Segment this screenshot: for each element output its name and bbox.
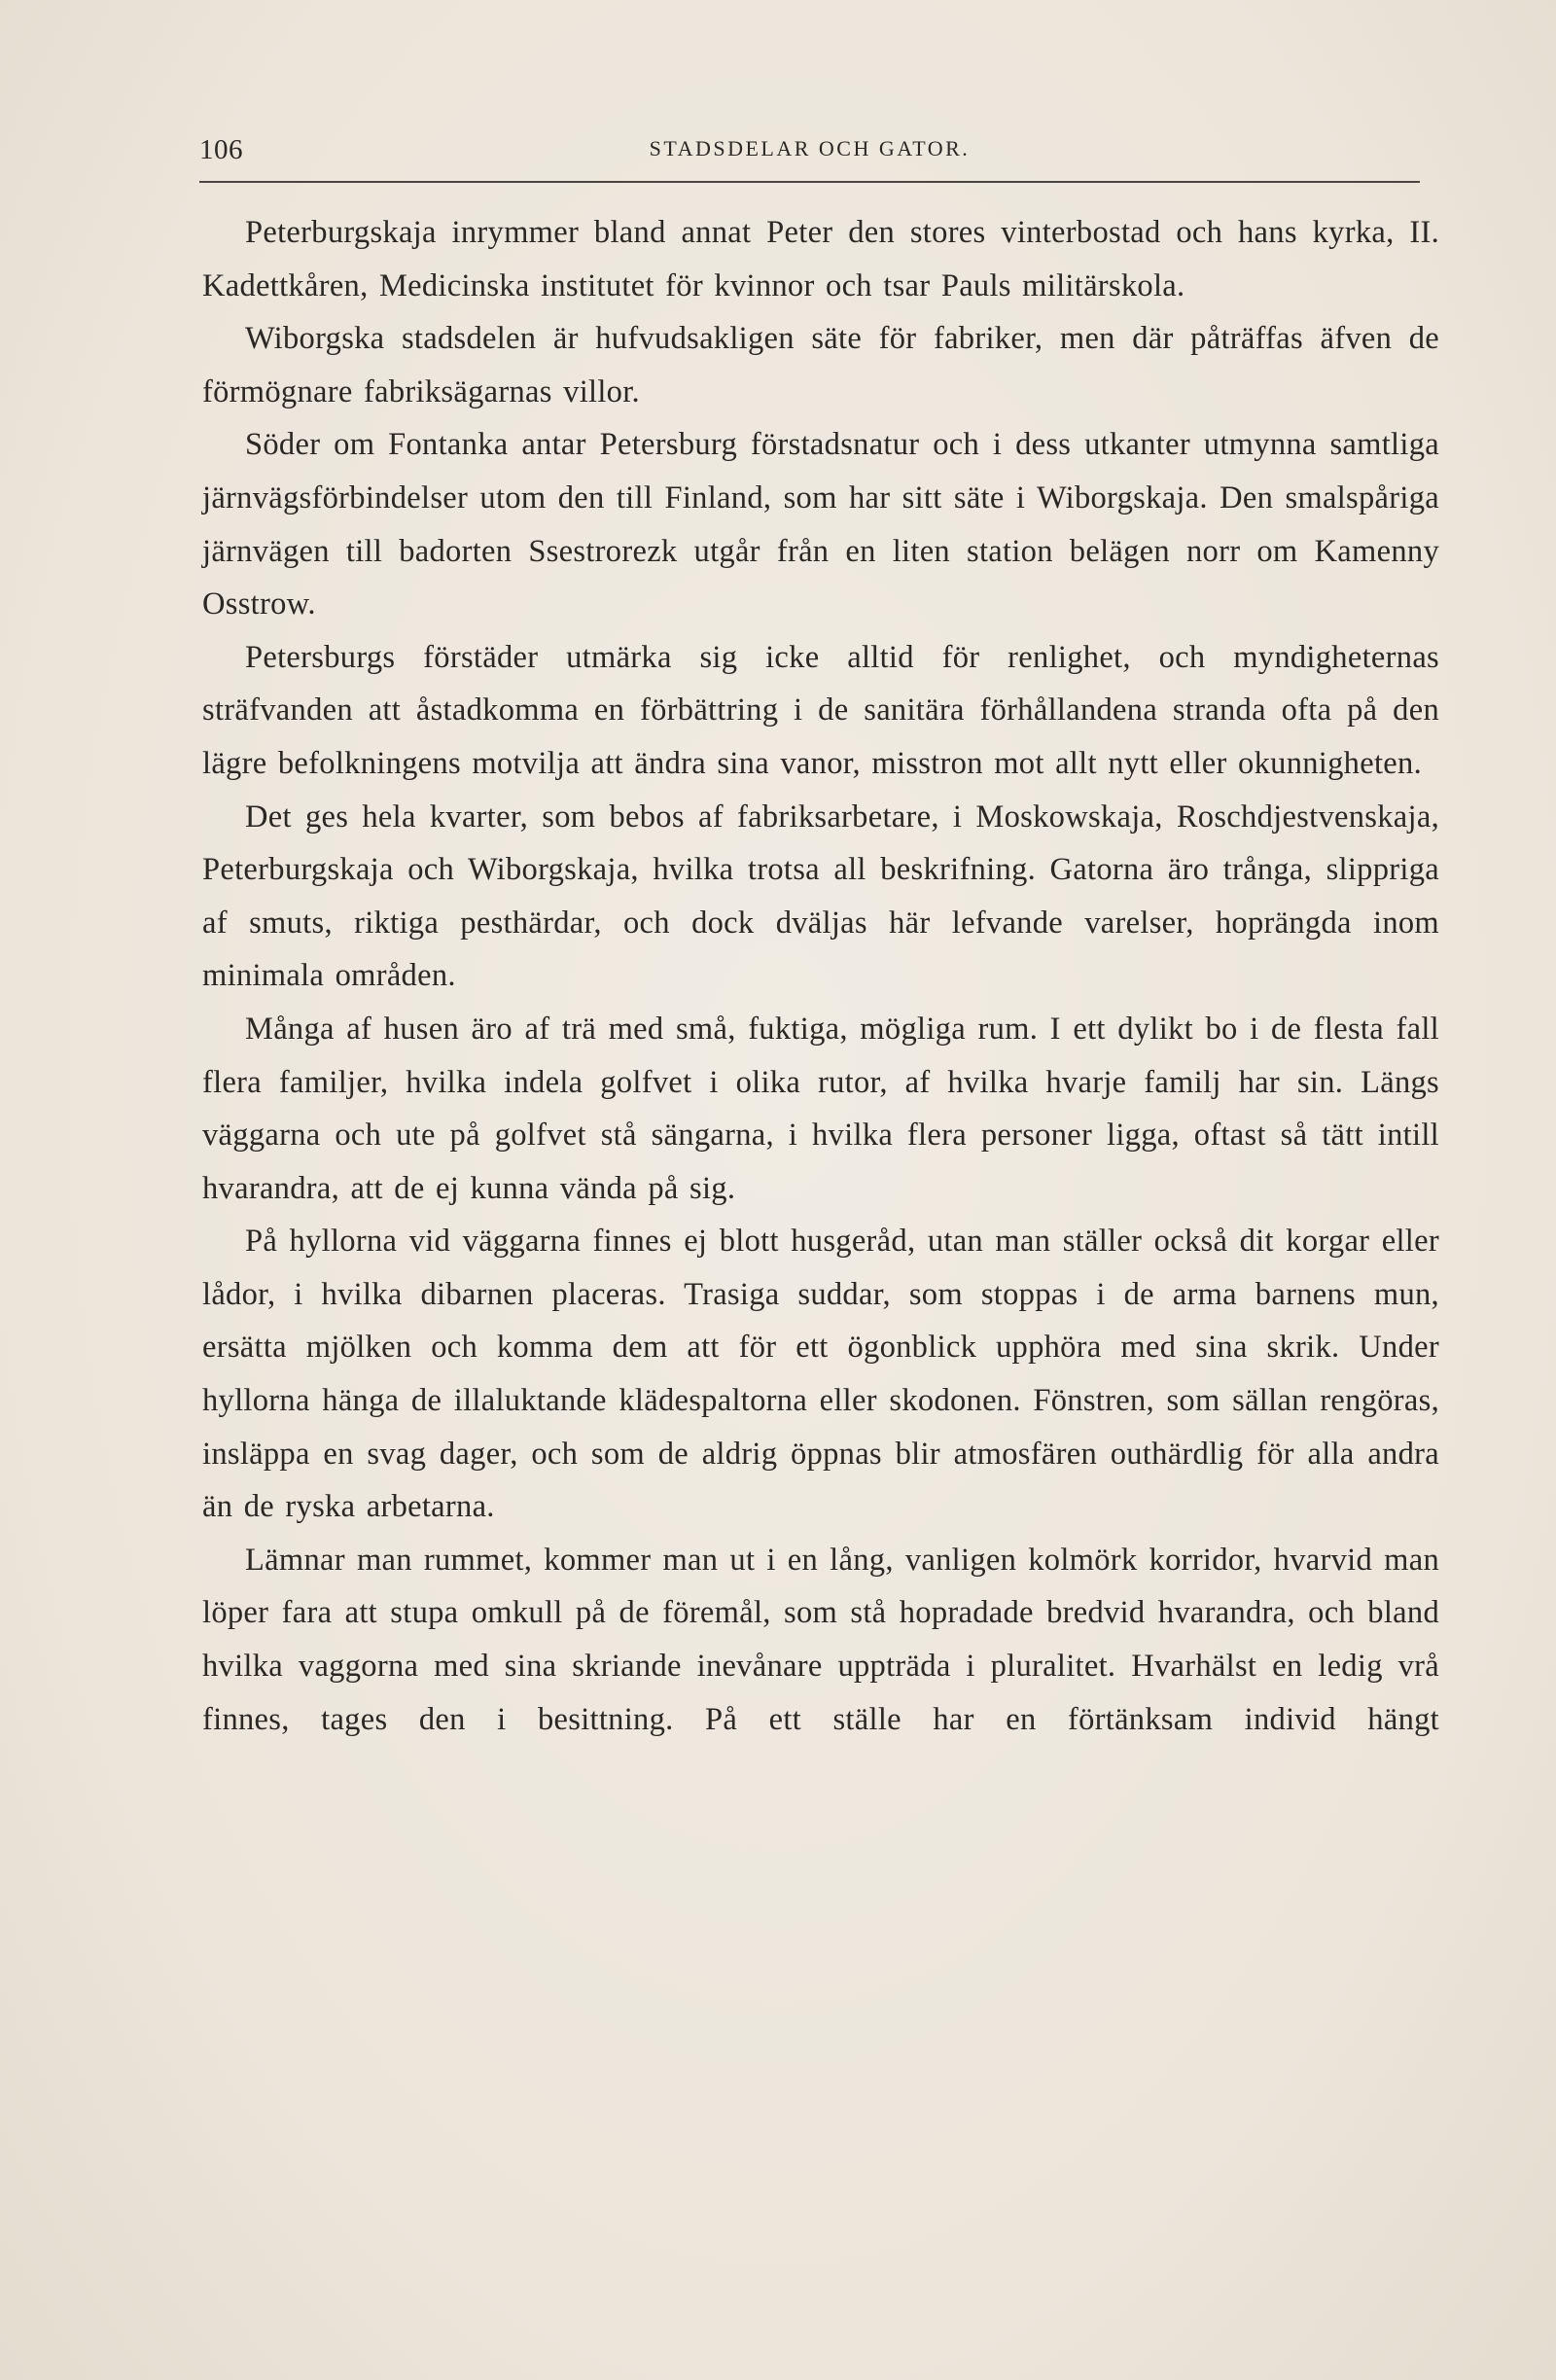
paragraph: Söder om Fontanka antar Petersburg förstadsnatur och i dess utkanter utmynna samtliga järnvägsförbindelser utom den till Finland, som har sitt säte i Wiborgskaja. Den smalspåriga järnvägen till badorten Ssestrorezk utgår från en liten station belägen norr om Kamenny Osstrow. bbox=[202, 427, 1439, 622]
page-number: 106 bbox=[199, 134, 243, 165]
header-rule bbox=[199, 181, 1420, 183]
paragraph: Det ges hela kvarter, som bebos af fabriksarbetare, i Moskowskaja, Roschdjestvenskaja, Peterburgskaja och Wiborgskaja, hvilka trotsa all beskrifning. Gatorna äro trånga, slippriga af smuts, riktiga pesthärdar, och dock dväljas här lefvande varelser, hoprängda inom minimala områden. bbox=[202, 799, 1439, 994]
running-head: STADSDELAR OCH GATOR. bbox=[649, 136, 971, 160]
paragraph: Petersburgs förstäder utmärka sig icke alltid för renlighet, och myndigheternas sträfvanden att åstadkomma en förbättring i de sanitära förhållandena stranda ofta på den lägre befolkningens motvilja att ändra sina vanor, misstron mot allt nytt eller okunnigheten. bbox=[202, 639, 1439, 781]
paragraph: På hyllorna vid väggarna finnes ej blott husgeråd, utan man ställer också dit korgar eller lådor, i hvilka dibarnen placeras. Trasiga suddar, som stoppas i de arma barnens mun, ersätta mjölken och komma dem att för ett ögonblick upphöra med sina skrik. Under hyllorna hänga de illaluktande klädespaltorna eller skodonen. Fönstren, som sällan rengöras, insläppa en svag dager, och som de aldrig öppnas blir atmosfären outhärdlig för alla andra än de ryska arbetarna. bbox=[202, 1224, 1439, 1525]
body-text bbox=[202, 206, 1439, 1746]
page-header bbox=[199, 134, 1420, 173]
paragraph: Lämnar man rummet, kommer man ut i en lång, vanligen kolmörk korridor, hvarvid man löper fara att stupa omkull på de föremål, som stå hopradade bredvid hvarandra, och bland hvilka vaggorna med sina skriande inevånare uppträda i pluralitet. Hvarhälst en ledig vrå finnes, tages den i besittning. På ett ställe har en förtänksam individ hängt bbox=[202, 1542, 1439, 1737]
paragraph: Många af husen äro af trä med små, fuktiga, mögliga rum. I ett dylikt bo i de flesta fall flera familjer, hvilka indela golfvet i olika rutor, af hvilka hvarje familj har sin. Längs väggarna och ute på golfvet stå sängarna, i hvilka flera personer ligga, oftast så tätt intill hvarandra, att de ej kunna vända på sig. bbox=[202, 1011, 1439, 1206]
paragraph: Peterburgskaja inrymmer bland annat Peter den stores vinterbostad och hans kyrka, II. Kadettkåren, Medicinska institutet för kvinnor och tsar Pauls militärskola. bbox=[202, 215, 1439, 303]
paragraph: Wiborgska stadsdelen är hufvudsakligen säte för fabriker, men där påträffas äfven de förmögnare fabriksägarnas villor. bbox=[202, 321, 1439, 409]
